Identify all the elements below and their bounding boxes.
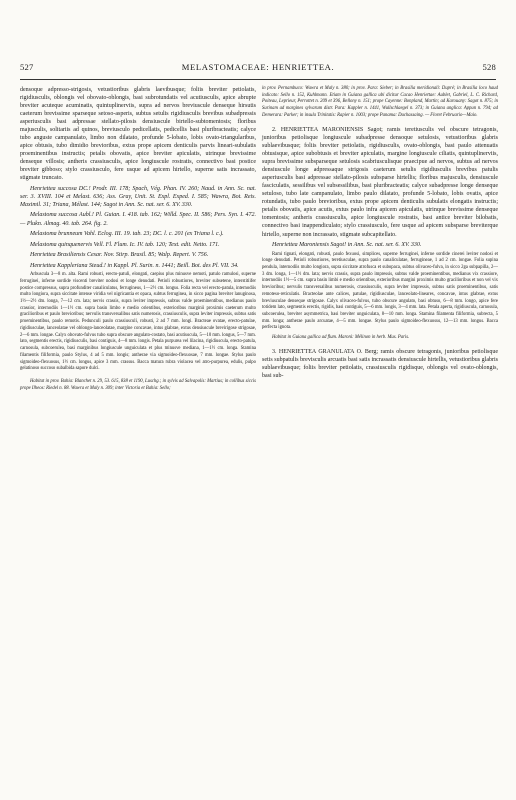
species-3-heading: 3. HENRIETTEA GRANULATA O. Berg; ramis obscure tetragonis, junioribus petiolisque setis subpatulis brevisculis arcuatis basi satis incrassatis densiuscule hirtellis, vetustioribus glabris sublaevibusque; foliis breviter petiolatis, crassiusculis rigidisque, oblongis vel ovato-oblongis, basi sub- xyxy=(262,348,498,379)
species-1-habitat: Habitat in prov. Bahia: Blanchet n. 29, 53. 615, 838 et 1190, Luschg.; in sylvis ad Salvapolis: Martius; in collibus siccis prope Ilheos: Riedel n. 88. Wawra et Maly n. 309; inter Victoria et Bahia: Sello; xyxy=(20,379,256,392)
synonym-entry: Henriettea Kappleriana Steud.! in Kappl. Pl. Surin. n. 1441; Beill. Bot. des Pl. VII. 34. xyxy=(30,262,239,269)
species-1-habitat-continued: in prov. Pernambuco: Wawra et Maly n. 380; in prov. Para: Sieber; in Brasilia meridionali: Dupré; in Brasilia loco haud indicato: Sello n. 152, Kuhlmann. Etiam in Guiana gallica ubi dicitur Cacao Henriettae: Aublet, Gabriel, L. C. Richard, Poiteau, Leprieur, Perrottet n. 209 et 396, Bellony n. 151; prope Cayenne: Bonpland, Martin; ad Karouany: Sagot n. 875; in Surinam ad margines sylvarum distr. Para: Kappler n. 1441, Wullschlaegel n. 373; in Guiana anglica: Appun n. 794; ad Demerara: Parker; in insula Trinitatis: Rapier n. 1003; prope Panama: Duchassaing. — Floret Februario—Maio. xyxy=(262,86,498,118)
synonym-entry: Melastoma quinquenervis Vell. Fl. Flum. Ic. IV. tab. 120; Text. edit. Netto. 171. xyxy=(30,241,220,248)
right-column xyxy=(262,86,498,383)
left-column xyxy=(20,86,256,395)
synonym-entry: Melastoma succosa Aubl.! Pl. Guian. I. 418. tab. 162; Willd. Spec. II. 586; Pers. Syn. I. 472. — Plukn. Almag. 40. tab. 264. fig. 2. xyxy=(20,212,256,227)
species-2-morphology: Rami tignati, elongati, robusti, paulo fexuosi, simplices, superne ferruginei, inferne sordide cinerei leviter nodosi et longe denudati. Petioli robustiores, teretiusculae, supra paulo canaliculatae, ferrugineae, 1 ad 2 cm. longae. Folia supina pendula, internodiis multo longiora, supra siccitate atrofusca et subopaca, subtus olivaceo-fulva, in sicco 2ga subpapilla, 2—3 dm. longa, 1—1½ dm. lata; nervis crassis, supra paulo impressis, subtus valde proeminentibus, medianus vix crassiore, internodiis 1½—5 cm. supra basin limbi e medio orientibus, exterioribus margini proximis multo gracilioribus et non vel vix brevioribus; nervulis transversalibus numerosis, crassiusculis, supra leviter impressis, subtus satis proeminentibus, satis remoteso-reticulatis. Bracteolae ante calices, patulae, rigidiusculae, lanceolato-lineares, concavae, intus glabrae, extus breviusculae denseque strigosae. Calyx olivaceo-fulvus, tubo obscure angulato, basi obtuso, 6—8 mm. longo, apice fere totidem lato, segmentis erectis, rigidis, basi contiguis, 5—6 mm. longis, 3—4 mm. lata. Petala aperta, rigidiuscula, carnosula, subcoerulea, breviter asymmetrica, basi breviter unguiculata, 8—10 mm. longa. Stamina filamenta filiformia, subrecta, 5 mm. longa; antherae paulo arcuatae, 4—5 mm. longae. Stylus paulo sigmoideo-flexuosus, 12—13 mm. longus. Bacca perfecta ignota. xyxy=(262,251,498,331)
species-2-heading: 2. HENRIETTEA MARONIENSIS Sagot; ramis teretiusculis vel obscure tetragonis, junioribus petiolisque longiuscule subadpresse densoque setulosis, vetustioribus glabris sublaevibusque; foliis breviter petiolatis, rigidiusculis, ovato-oblongis, basi paulo attenuatis obtusisque, apice subobtusis et breviter apiculatis, margine longiuscule ciliatis, quintuplinerviis, supra brevissime subsparseque setulosis scabriusculisque praecipue ad nervos, subtus ad nervos densiuscule longe adpressaque strigosis caeterum setulis rigidiusculis brevibus patulis asperiusculis basi adpressae stellato-pilosis subsparse hirtellis; floribus majusculis, densiuscule fasciculatis, sessilibus vel subsessilibus, basi pluribracteatis; calyce subadpresse longe denseque setuloso, tubo late campanulato, limbo paulo dilatato, profunde 5-lobato, lobis ovatis, apice rotundatis, tubo paulo brevioribus, extus prope apicem denticulis subulatis elongatis instructis; petalis obovatis, apice acutis, extus paulo infra apicem apiculatis, utrinque brevissime denseque tomentosis; antheris crassiusculis, apice longiuscule rostratis, basi antice breviter bilobatis, connectivo basi inappendiculato; stylo crassiusculo, fere usque ad apicem subsparse breviterque hirtello, superne non incrassato, stigmate subcapitellato. xyxy=(262,127,498,238)
species-2-synonymy: Henriettea Maroniensis Sagot! in Ann. Sc. nat. ser. 6. XV. 330. xyxy=(272,242,422,249)
synonym-entry: Henriettea Brasiliensis Cesar. Nov. Stirp. Brasil. 85; Walp. Repert. V. 756. xyxy=(30,252,209,259)
synonym-entry: Henriettea succosa DC.! Prodr. III. 178; Spach, Vég. Phan. IV. 260; Naud. in Ann. Sc. nat. ser. 3. XVIII. 104 et Melast. 636; Ass. Gray, Unit. St. Expl. Exped. I. 585; Wawra, Bot. Reis. Maximil. 31; Triana, Mélast. 144; Sagot in Ann. Sc. nat. ser. 6. XV. 330. xyxy=(20,185,256,208)
header-rule xyxy=(20,79,496,80)
synonym-entry: Melastoma brunneum Vahl. Eclog. III. 19. tab. 23; DC. l. c. 201 (ex Triana l. c.). xyxy=(30,231,224,238)
species-1-morphology: Arbuscula 3—8 m. alta. Rami robusti, erecto-patuli, elongati, caepius plus minusve nemoti, patulo ramulosi, superne ferruginei, inferne sordide viscenti breviter nodosi et longe denudati. Petioli robustiores, breviter subsetene, interstitiifer postice compressus, supra profunditer canaliculatus, ferrugineus, 1—2½ cm. longus. Folia recta vel erecto-patula, internodiis multo longiora, supra siccitate intense viridia vel nigricantia et opaca, subtus ferruginea, in sicco pagina breviter lanuginosa, 1½—2½ dm. longa, 7—12 cm. lata; nervis crassis, supra leviter impressis, subtus valde proeminentibus, medianus paulo crassior, internodiis 1—1½ cm. supra basin limbo e medio orientibus, exterioribus marginii proximis caeterum multo gracilioribus et paulo brevioribus; nervulis transversalibus satis numerosis, crassiusculis, supra leviter impressis, subtus satis proeminentibus, paulo remotis. Pedunculi paulo crassiusculi, robusti, 2 ad 7 mm. longi. Bracteae ovatae, erecto-patulae, rigidiusculae, lanceolatae vel oblongo-lanceolatae, margine concavae, intus glabrae, extus densiuscule brevirigose strigosae, 2—6 mm. longae. Calyx obovato-fulvus tubo supra obscure angulato-costato, basi acutiuscula, 5—10 mm. longus, 5—7 mm. lato, segmentis erectis, rigidiusculis, basi contiguis, 4—8 mm. longis. Petala purpurea vel lilacina, rigidiuscula, erecto-patula, carnosula, subcoerulea, basi marginibus longiuscule unguiculata et plus minusve mediana, 1—1½ cm. longa. Stamina filamentis filiformia, paulo Stylus, 4 ad 5 mm. longis; antherae via sigmoideo-flexuosae, 7 mm. longae. Stylus paulo sigmoideo-flexuosus, 1½ cm. longus, apice 3 mm. crassus. Bacca matura rubra violacea vel atro-purpurea, edulis, pulpo gelatinoso succoso subalbida sapore dulci. xyxy=(20,272,256,372)
species-2-habitat: Habitat in Guiana gallica ad flum. Maroni: Mélinon in herb. Mus. Paris. xyxy=(272,334,410,340)
page-number-right: 528 xyxy=(482,62,496,72)
page-number-left: 527 xyxy=(20,62,34,72)
running-title: MELASTOMACEAE: HENRIETTEA. xyxy=(181,62,335,72)
page-header xyxy=(20,62,496,76)
species-1-description: densoque adpresso-strigosis, vetustioribus glabris laevibusque; foliis breviter petiolatis, rigidiusculis, oblongis vel obovato-oblongis, basi subrotundatis vel acutiusculis, apice abrupte breviter acuteque acuminatis, quintuplinerviis, supra ad nervos breviuscule denseque hirsutis caeterum brevissime sparseque setoso-asperis, subtus setulis rigidiusculis brevibus subadpressis asperiusculis basi adpressae stellato-pilosis densiuscule birtello-subtomentosis; floribus majusculis, solitariis ad quinos, breviusculo pedicellatis, pedicellis basi pluribracteatis; calyce tubo anguste campanulato, limbo non dilatato, profunde 5-lobato, lobis ovato-triangularibus, apice obtusis, tubo dimidio brevioribus, extus prope apicem denticulis parvis lineari-subulatis proeminentibus instructis; petalis obovatis, apice breviter apiculatis, utrinque brevissime denseque villosis; antheris crassiusculis, apice longiuscule rostratis, connectivo basi postice breviter gibboso; stylo crassiusculo, fere usque ad apicem hirtello, superne satis incrassato, stigmate truncato. xyxy=(20,87,256,182)
